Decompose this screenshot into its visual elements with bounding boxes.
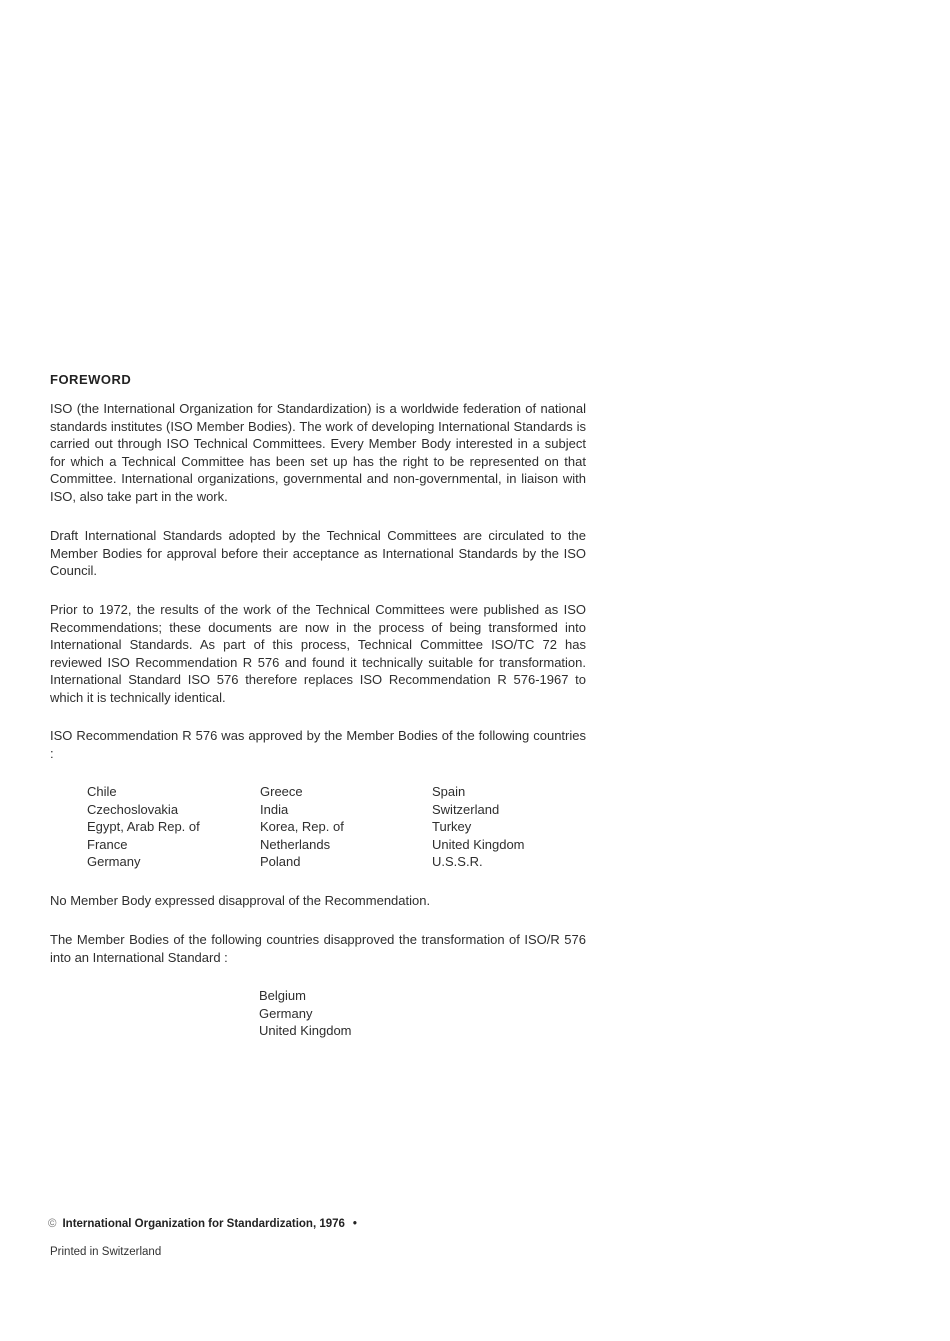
country-name: Spain [432,784,466,799]
approving-countries-column-3 [432,783,525,871]
country-name: India [260,801,289,817]
country-name: Czechoslovakia [87,801,179,817]
paragraph-transformation: Prior to 1972, the results of the work of the Technical Committees were published as ISO Recommendations; these documents are now in the process of being transformed into International Standards. As part of this process, Technical Committee ISO/TC 72 has reviewed ISO Recommendation R 576 and found it technically suitable for transformation. International Standard ISO 576 therefore replaces ISO Recommendation R 576-1967 to which it is technically identical. [50,602,586,705]
disapproval-intro: The Member Bodies of the following countries disapproved the transformation of ISO/R 576 into an International Standard : [50,932,586,965]
country-name: Chile [87,784,117,799]
country-name: United Kingdom [432,836,525,852]
country-name: Netherlands [260,836,331,852]
country-name: Switzerland [432,801,500,817]
country-name: Belgium [259,988,306,1003]
paragraph-iso-intro: ISO (the International Organization for Standardization) is a worldwide federation of national standards institutes (ISO Member Bodies). The work of developing International Standards is carried out through ISO Technical Committees. Every Member Body interested in a subject for which a Technical Committee has been set up has the right to be represented on that Committee. International organizations, governmental and non-governmental, in liaison with ISO, also take part in the work. [50,401,586,504]
country-name: Greece [260,784,303,799]
bullet-icon: • [352,1218,357,1230]
printed-in-note: Printed in Switzerland [50,1246,162,1258]
copyright-symbol: © [48,1218,57,1230]
copyright-line [48,1218,357,1230]
paragraph-draft-standards: Draft International Standards adopted by the Technical Committees are circulated to the Member Bodies for approval before their acceptance as International Standards by the ISO Council. [50,528,586,579]
country-name: Poland [260,854,301,870]
foreword-heading: FOREWORD [50,372,132,387]
country-name: Korea, Rep. of [260,819,344,835]
approving-countries-column-2 [260,783,344,871]
country-name: Germany [259,1005,313,1021]
approving-countries-column-1 [87,783,200,871]
country-name: Egypt, Arab Rep. of [87,819,200,835]
copyright-text: International Organization for Standardization, 1976 [62,1218,345,1230]
paragraph-approval-intro: ISO Recommendation R 576 was approved by the Member Bodies of the following countries : [50,728,586,761]
country-name: Turkey [432,819,472,835]
country-name: France [87,836,128,852]
country-name: U.S.S.R. [432,854,483,870]
no-disapproval-statement: No Member Body expressed disapproval of the Recommendation. [50,893,431,908]
country-name: United Kingdom [259,1023,352,1039]
disapproving-countries-list [259,987,352,1040]
country-name: Germany [87,854,141,870]
